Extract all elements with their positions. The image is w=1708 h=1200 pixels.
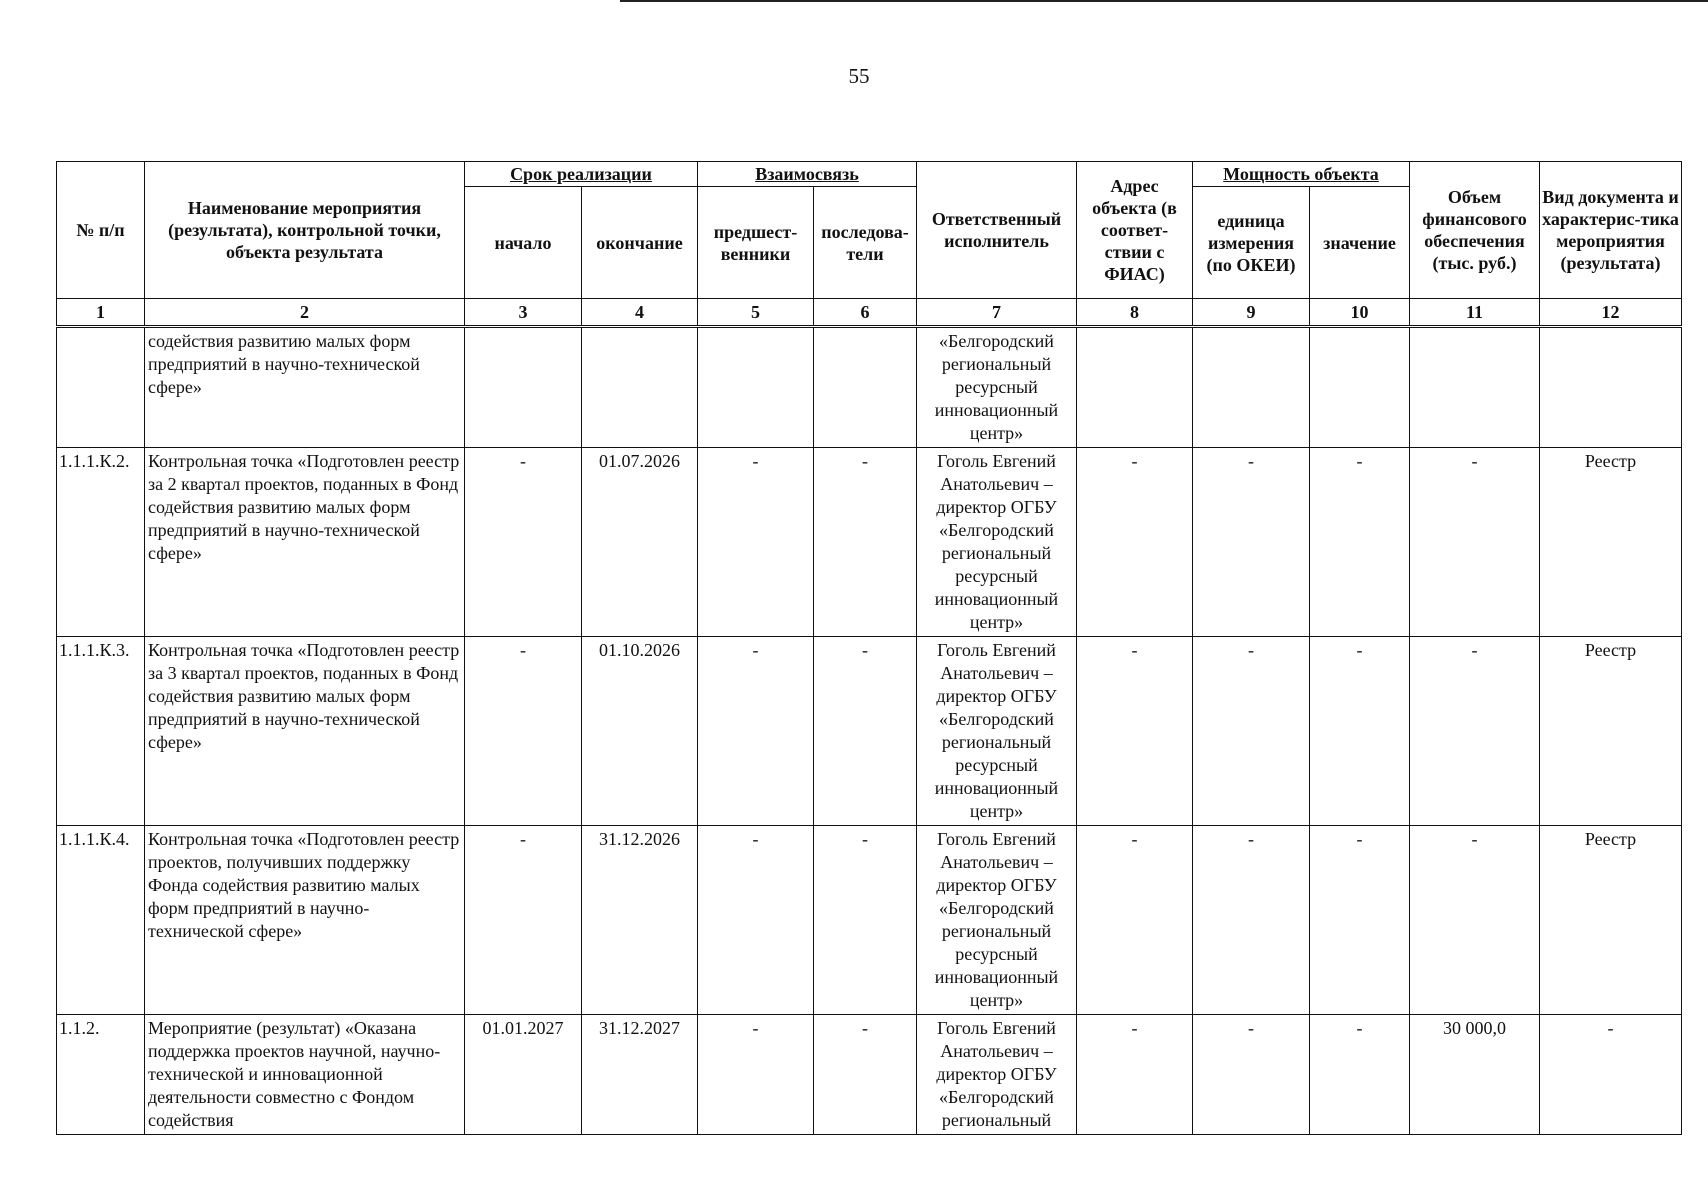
row-finance: -	[1410, 826, 1540, 1015]
row-start: 01.01.2027	[465, 1015, 582, 1135]
column-number: 2	[145, 299, 465, 327]
row-address	[1077, 327, 1193, 448]
header-group-srok: Срок реализации	[465, 162, 698, 187]
row-predecessors: -	[698, 1015, 814, 1135]
column-number: 3	[465, 299, 582, 327]
table-row	[57, 327, 1682, 448]
header-value: значение	[1310, 187, 1410, 299]
row-address: -	[1077, 1015, 1193, 1135]
row-end: 01.07.2026	[582, 448, 698, 637]
top-rule	[620, 0, 1708, 2]
column-number: 1	[57, 299, 145, 327]
row-end: 31.12.2026	[582, 826, 698, 1015]
row-successors: -	[814, 637, 917, 826]
header-finance: Объем финансового обеспечения (тыс. руб.)	[1410, 162, 1540, 299]
row-finance: 30 000,0	[1410, 1015, 1540, 1135]
row-unit: -	[1193, 637, 1310, 826]
row-doc: Реестр	[1540, 637, 1682, 826]
row-number: 1.1.1.К.2.	[57, 448, 145, 637]
header-end: окончание	[582, 187, 698, 299]
row-finance: -	[1410, 448, 1540, 637]
row-value	[1310, 327, 1410, 448]
row-predecessors: -	[698, 637, 814, 826]
table-row	[57, 637, 1682, 826]
row-address: -	[1077, 448, 1193, 637]
header-doc: Вид документа и характерис-тика мероприятия (результата)	[1540, 162, 1682, 299]
header-unit: единица измерения (по ОКЕИ)	[1193, 187, 1310, 299]
row-executor: Гоголь Евгений Анатольевич – директор ОГБУ «Белгородский региональный ресурсный инновационный центр»	[917, 826, 1077, 1015]
row-number: 1.1.2.	[57, 1015, 145, 1135]
row-finance: -	[1410, 637, 1540, 826]
row-number: 1.1.1.К.4.	[57, 826, 145, 1015]
row-predecessors: -	[698, 826, 814, 1015]
header-row-1	[57, 162, 1682, 187]
header-successors: последова-тели	[814, 187, 917, 299]
row-unit: -	[1193, 1015, 1310, 1135]
header-address: Адрес объекта (в соответ-ствии с ФИАС)	[1077, 162, 1193, 299]
header-predecessors: предшест-венники	[698, 187, 814, 299]
column-number: 4	[582, 299, 698, 327]
row-unit: -	[1193, 448, 1310, 637]
header-start: начало	[465, 187, 582, 299]
row-doc: -	[1540, 1015, 1682, 1135]
column-number-row	[57, 299, 1682, 327]
table-row	[57, 1015, 1682, 1135]
column-number: 10	[1310, 299, 1410, 327]
column-number: 11	[1410, 299, 1540, 327]
row-end: 01.10.2026	[582, 637, 698, 826]
row-name: Мероприятие (результат) «Оказана поддержка проектов научной, научно-технической и инновационной деятельности совместно с Фондом содействия	[145, 1015, 465, 1135]
row-executor: Гоголь Евгений Анатольевич – директор ОГБУ «Белгородский региональный ресурсный инновационный центр»	[917, 448, 1077, 637]
activity-table	[56, 161, 1682, 1135]
row-name: Контрольная точка «Подготовлен реестр за 2 квартал проектов, поданных в Фонд содействия развитию малых форм предприятий в научно-технической сфере»	[145, 448, 465, 637]
row-doc: Реестр	[1540, 826, 1682, 1015]
row-doc: Реестр	[1540, 448, 1682, 637]
column-number: 7	[917, 299, 1077, 327]
header-name: Наименование мероприятия (результата), контрольной точки, объекта результата	[145, 162, 465, 299]
column-number: 6	[814, 299, 917, 327]
row-finance	[1410, 327, 1540, 448]
row-number: 1.1.1.К.3.	[57, 637, 145, 826]
column-number: 8	[1077, 299, 1193, 327]
header-group-moshchnost: Мощность объекта	[1193, 162, 1410, 187]
row-doc	[1540, 327, 1682, 448]
row-value: -	[1310, 826, 1410, 1015]
table-row	[57, 448, 1682, 637]
row-start: -	[465, 448, 582, 637]
row-executor: Гоголь Евгений Анатольевич – директор ОГБУ «Белгородский региональный ресурсный инновационный центр»	[917, 637, 1077, 826]
row-value: -	[1310, 1015, 1410, 1135]
row-successors	[814, 327, 917, 448]
column-number: 5	[698, 299, 814, 327]
row-end	[582, 327, 698, 448]
row-unit: -	[1193, 826, 1310, 1015]
row-start: -	[465, 637, 582, 826]
row-address: -	[1077, 637, 1193, 826]
table-row	[57, 826, 1682, 1015]
row-value: -	[1310, 637, 1410, 826]
row-start: -	[465, 826, 582, 1015]
row-start	[465, 327, 582, 448]
row-number	[57, 327, 145, 448]
row-name: Контрольная точка «Подготовлен реестр за 3 квартал проектов, поданных в Фонд содействия развитию малых форм предприятий в научно-технической сфере»	[145, 637, 465, 826]
activity-table-container	[56, 161, 1682, 1135]
row-name: Контрольная точка «Подготовлен реестр проектов, получивших поддержку Фонда содействия развитию малых форм предприятий в научно-технической сфере»	[145, 826, 465, 1015]
column-number: 9	[1193, 299, 1310, 327]
header-group-vzaimosvyaz: Взаимосвязь	[698, 162, 917, 187]
header-executor: Ответственный исполнитель	[917, 162, 1077, 299]
page-number: 55	[848, 64, 870, 88]
row-unit	[1193, 327, 1310, 448]
row-executor: Гоголь Евгений Анатольевич – директор ОГБУ «Белгородский региональный	[917, 1015, 1077, 1135]
row-value: -	[1310, 448, 1410, 637]
row-end: 31.12.2027	[582, 1015, 698, 1135]
row-successors: -	[814, 448, 917, 637]
row-successors: -	[814, 1015, 917, 1135]
row-predecessors: -	[698, 448, 814, 637]
header-num: № п/п	[57, 162, 145, 299]
row-executor: «Белгородский региональный ресурсный инновационный центр»	[917, 327, 1077, 448]
row-name: содействия развитию малых форм предприятий в научно-технической сфере»	[145, 327, 465, 448]
row-successors: -	[814, 826, 917, 1015]
column-number: 12	[1540, 299, 1682, 327]
row-predecessors	[698, 327, 814, 448]
row-address: -	[1077, 826, 1193, 1015]
